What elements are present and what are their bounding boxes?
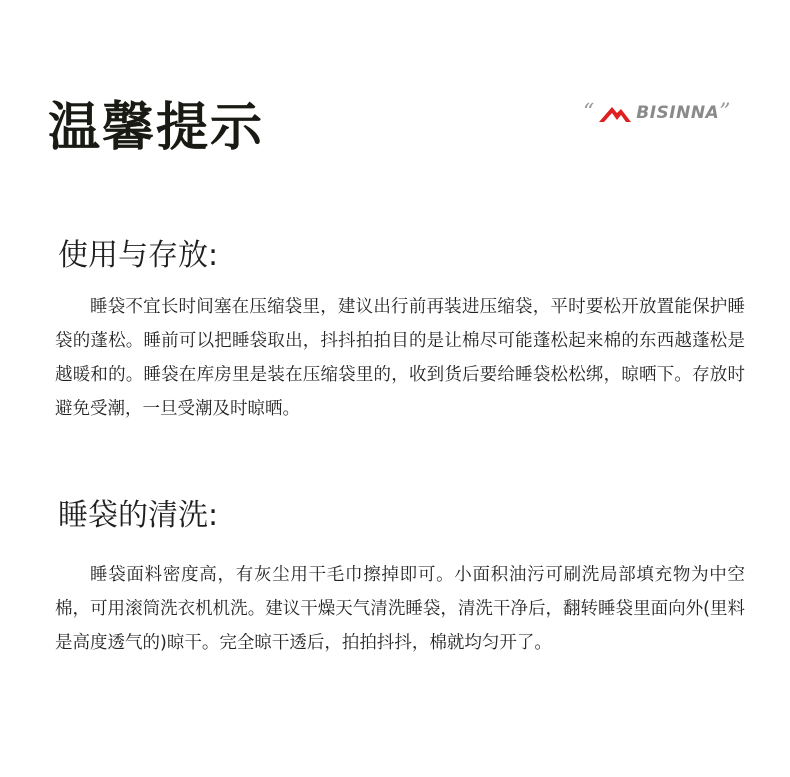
brand-logo [583,100,730,126]
brand-name: BISINNA [636,103,720,123]
brand-open-quote: “ [583,100,595,125]
section-body-washing: 睡袋面料密度高，有灰尘用干毛巾擦掉即可。小面积油污可刷洗局部填充物为中空棉，可用滚筒洗衣机机洗。建议干燥天气清洗睡袋，清洗干净后，翻转睡袋里面向外(里料是高度透气的)晾干。完全晾干透后，拍拍抖抖，棉就均匀开了。 [55,565,745,653]
section-heading-washing: 睡袋的清洗: [58,498,219,533]
page-title: 温馨提示 [48,98,265,158]
mountain-peaks-logo-icon [598,102,632,124]
brand-close-quote: ” [719,100,731,125]
section-heading-storage: 使用与存放: [58,238,219,273]
section-body-storage: 睡袋不宜长时间塞在压缩袋里，建议出行前再装进压缩袋，平时要松开放置能保护睡袋的蓬松。睡前可以把睡袋取出，抖抖拍拍目的是让棉尽可能蓬松起来棉的东西越蓬松是越暖和的。睡袋在库房里是装在压缩袋里的，收到货后要给睡袋松松绑，晾晒下。存放时避免受潮，一旦受潮及时晾晒。 [55,297,745,419]
